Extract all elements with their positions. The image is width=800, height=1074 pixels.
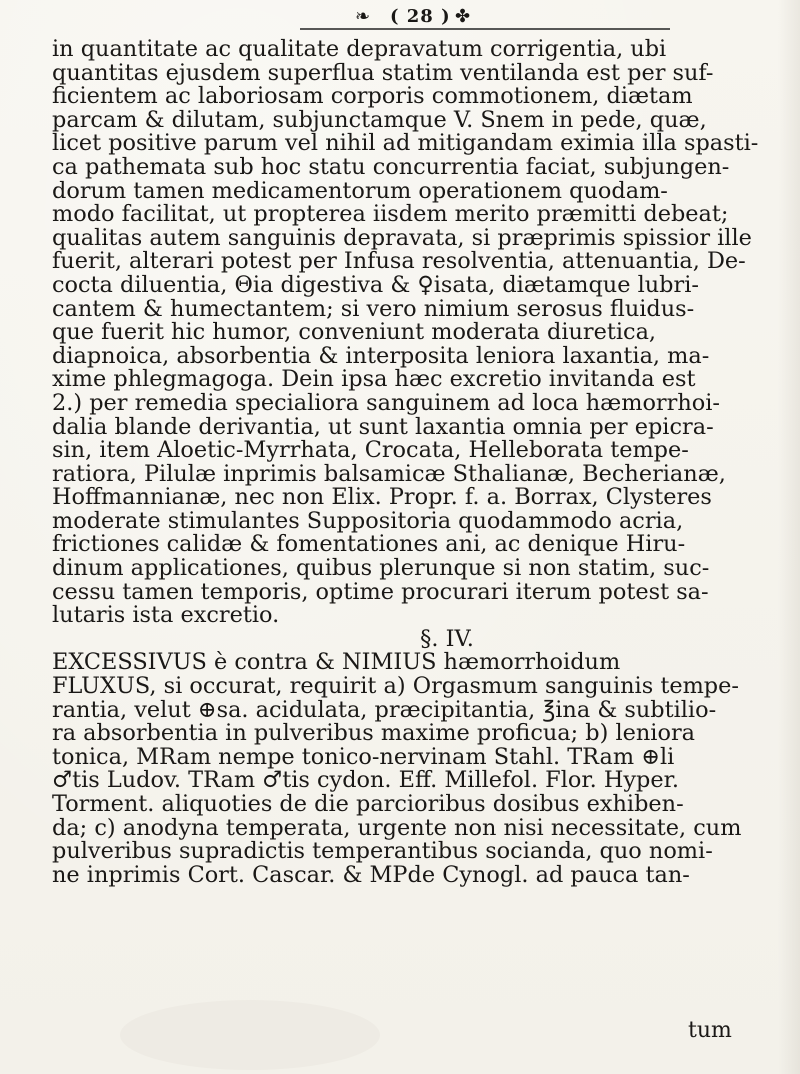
text-line: ♂tis Ludov. TRam ♂tis cydon. Eff. Millefol. Flor. Hyper. [52, 769, 679, 793]
text-line: Torment. aliquoties de die parcioribus dosibus exhiben- [52, 793, 684, 817]
text-line: dalia blande derivantia, ut sunt laxantia omnia per epicra- [52, 415, 714, 440]
text-line: rantia, velut ⊕sa. acidulata, præcipitantia, ℥ina & subtilio- [52, 698, 717, 723]
text-line: EXCESSIVUS è contra & NIMIUS hæmorrhoidum [52, 651, 621, 676]
page-header [0, 6, 800, 32]
text-line: da; c) anodyna temperata, urgente non nisi necessitate, cum [52, 816, 742, 841]
text-line: ratiora, Pilulæ inprimis balsamicæ Sthalianæ, Becherianæ, [52, 462, 726, 487]
text-line: modo facilitat, ut propterea iisdem merito præmitti debeat; [52, 203, 729, 227]
text-line: FLUXUS, si occurat, requirit a) Orgasmum sanguinis tempe- [52, 675, 739, 699]
text-line: ra absorbentia in pulveribus maxime proficua; b) leniora [52, 722, 695, 746]
body-text [52, 38, 762, 887]
text-line: que fuerit hic humor, conveniunt moderata diuretica, [52, 321, 657, 345]
header-rule [300, 28, 670, 30]
page-edge-shadow [778, 0, 800, 1074]
text-line: fuerit, alterari potest per Infusa resolventia, attenuantia, De- [52, 250, 746, 274]
text-line: in quantitate ac qualitate depravatum corrigentia, ubi [52, 38, 667, 62]
text-line: cessu tamen temporis, optime procurari iterum potest sa- [52, 580, 709, 605]
text-line: frictiones calidæ & fomentationes ani, ac denique Hiru- [52, 533, 686, 558]
text-line: cocta diluentia, Θia digestiva & ♀isata, diætamque lubri- [52, 273, 699, 298]
text-line: 2.) per remedia specialiora sanguinem ad loca hæmorrhoi- [52, 391, 720, 416]
text-line: lutaris ista excretio. [52, 604, 280, 628]
text-line: tonica, MRam nempe tonico-nervinam Stahl. TRam ⊕li [52, 745, 675, 770]
text-line: sin, item Aloetic-Myrrhata, Crocata, Helleborata tempe- [52, 439, 689, 463]
text-line: cantem & humectantem; si vero nimium serosus fluidus- [52, 297, 695, 322]
text-line: qualitas autem sanguinis depravata, si præprimis spissior ille [52, 226, 752, 251]
text-line: diapnoica, absorbentia & interposita leniora laxantia, ma- [52, 344, 710, 369]
text-line: Hoffmannianæ, nec non Elix. Propr. f. a. Borrax, Clysteres [52, 486, 712, 510]
catchword: tum [688, 1018, 732, 1043]
page-number: ( 28 ) [390, 6, 451, 27]
text-line: licet positive parum vel nihil ad mitigandam eximia illa spasti- [52, 132, 759, 156]
text-line: xime phlegmagoga. Dein ipsa hæc excretio invitanda est [52, 368, 696, 392]
text-line: ca pathemata sub hoc statu concurrentia faciat, subjungen- [52, 155, 730, 180]
paper-stain [120, 1000, 380, 1070]
text-line: ficientem ac laboriosam corporis commotionem, diætam [52, 85, 693, 109]
section-heading: §. IV. [420, 627, 474, 652]
text-line: pulveribus supradictis temperantibus socianda, quo nomi- [52, 840, 713, 864]
text-line: dorum tamen medicamentorum operationem quodam- [52, 179, 668, 204]
text-line: parcam & dilutam, subjunctamque V. Snem in pede, quæ, [52, 108, 707, 133]
ornament-right-icon: ✤ [455, 6, 471, 27]
text-line: quantitas ejusdem superflua statim ventilanda est per suf- [52, 61, 714, 86]
text-line: moderate stimulantes Suppositoria quodammodo acria, [52, 509, 684, 534]
text-line: dinum applicationes, quibus plerunque si non statim, suc- [52, 557, 710, 581]
text-line: ne inprimis Cort. Cascar. & MPde Cynogl. ad pauca tan- [52, 863, 690, 888]
ornament-left-icon: ❧ [355, 6, 371, 27]
